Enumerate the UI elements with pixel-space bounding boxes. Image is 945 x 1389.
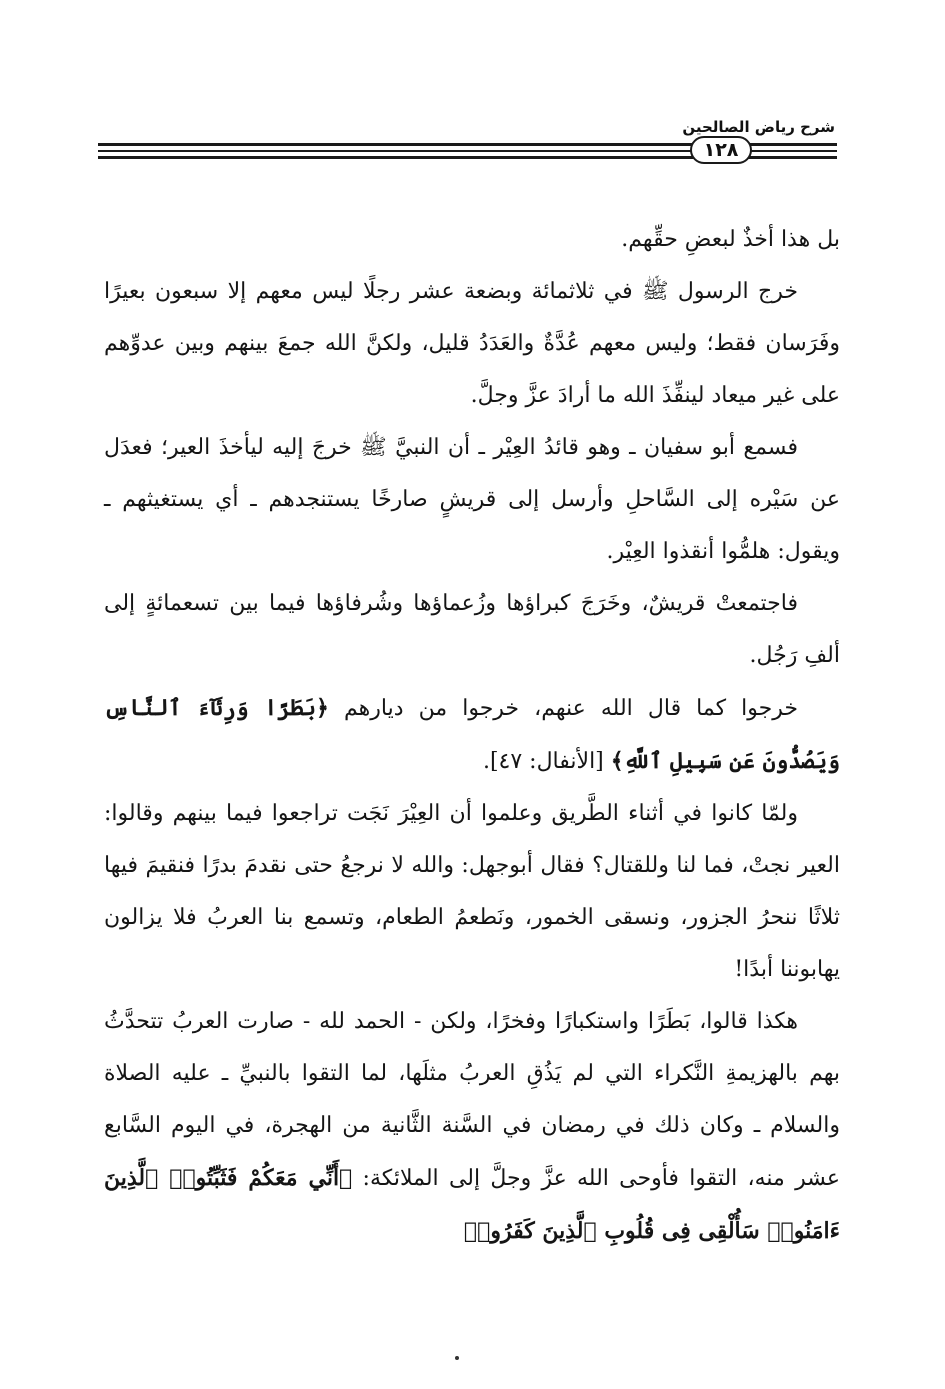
paragraph-7-text: هكذا قالوا، بَطَرًا واستكبارًا وفخرًا، ولكن - الحمد لله - صارت العربُ تتحدَّثُ بهم بالهزيمةِ النَّكراء التي لم يَذُقِ العربُ مثلَها، لما التقوا بالنبيِّ ـ عليه الصلاة والسلام ـ وكان ذلك في رمضان في السَّنة الثَّانية من الهجرة، في اليوم السَّابع عشر منه، التقوا فأوحى الله عزَّ وجلَّ إلى	[104, 1009, 840, 1191]
page-number: ١٢٨	[690, 136, 752, 164]
paragraph-7-end: الملائكة:	[362, 1166, 439, 1191]
paragraph-3: فسمع أبو سفيان ـ وهو قائدُ العِيْر ـ أن النبيَّ ﷺ خرجَ إليه ليأخذَ العير؛ فعدَل عن سَيْره إلى السَّاحلِ وأرسل إلى قريشٍ صارخًا يستنجدهم ـ أي يستغيثهم ـ ويقول: هلمُّوا أنقذوا العِيْر.	[104, 435, 840, 564]
paragraph-1: بل هذا أخذٌ لبعضِ حقِّهم.	[621, 227, 840, 252]
quran-verse-anfal: ﴿بَطَرًا وَرِئَآءَ ٱلنَّاسِ وَيَصُدُّونَ عَن سَبِيلِ ٱللَّهِ﴾	[104, 695, 840, 774]
verse-reference: [الأنفال: ٤٧].	[482, 749, 604, 774]
running-title: شرح رياض الصالحين	[682, 118, 835, 136]
paragraph-2: خرج الرسول ﷺ في ثلاثمائة وبضعة عشر رجلًا ليس معهم إلا سبعون بعيرًا وفَرَسان فقط؛ وليس معهم عُدَّةٌ والعَدَدُ قليل، ولكنَّ الله جمعَ بينهم وبين عدوِّهم على غير ميعاد لينفِّذَ الله ما أرادَ عزَّ وجلَّ.	[104, 279, 840, 408]
paragraph-5	[104, 682, 840, 788]
paragraph-4: فاجتمعتْ قريشٌ، وخَرَجَ كبراؤها وزُعماؤها وشُرفاؤها فيما بين تسعمائةٍ إلى ألفِ رَجُل.	[104, 591, 840, 668]
paragraph-7	[104, 996, 840, 1258]
paragraph-6: ولمّا كانوا في أثناء الطَّريق وعلموا أن العِيْرَ نَجَت تراجعوا فيما بينهم وقالوا: العير نجتْ، فما لنا وللقتال؟ فقال أبوجهل: والله لا نرجعُ حتى نقدمَ بدرًا فنقيمَ فيها ثلاثًا ننحرُ الجزور، ونسقى الخمور، ونَطعمُ الطعام، وتسمع بنا العربُ فلا يزالون يهابوننا أبدًا!	[104, 801, 840, 982]
paragraph-5-text: خرجوا كما قال الله عنهم، خرجوا من ديارهم	[344, 696, 798, 721]
page-dot-mark	[455, 1356, 459, 1360]
quran-verse-end: ﴿أَنِّي مَعَكُمْ فَثَبِّتُوا۟ ٱلَّذِينَ ءَامَنُوا۟ سَأُلْقِى فِى قُلُوبِ ٱلَّذِينَ كَفَرُوا۟	[104, 1165, 840, 1244]
body-text	[104, 214, 840, 1258]
